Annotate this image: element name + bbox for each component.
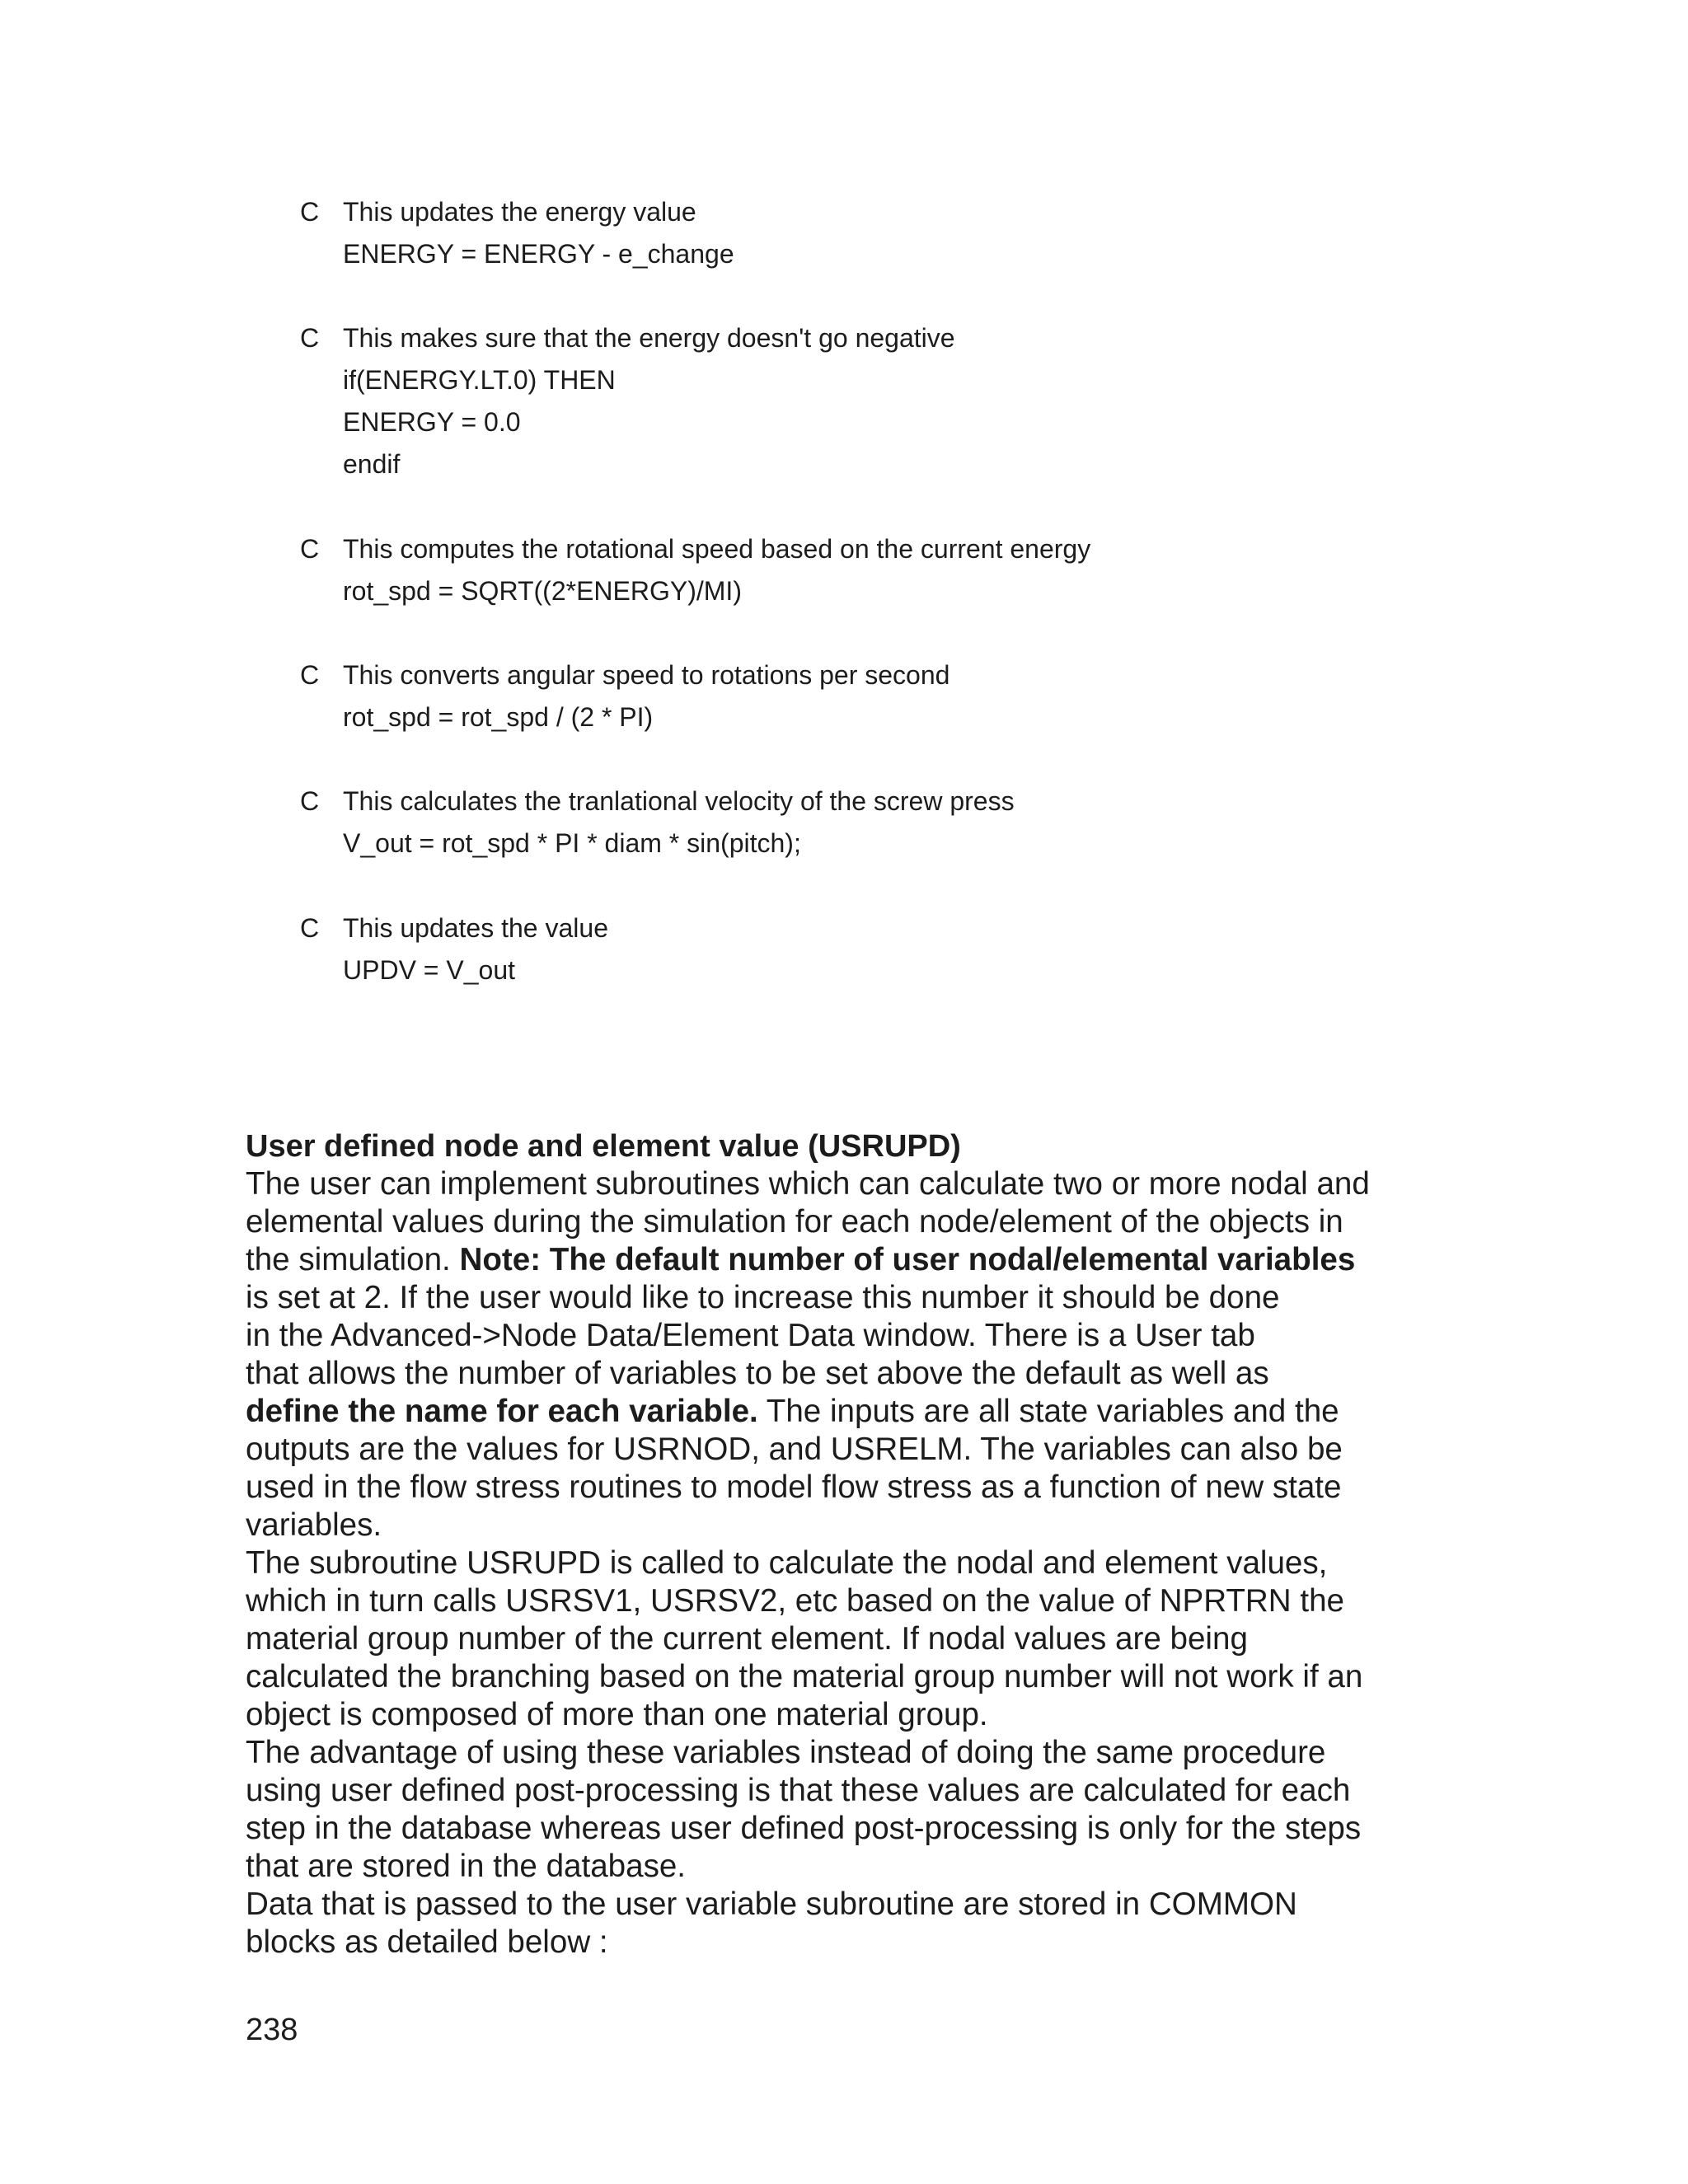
common-blocks-paragraph (246, 1886, 1449, 1961)
note-line: is set at 2. If the user would like to increase this number it should be done (246, 1280, 1280, 1315)
comment-marker: C (300, 534, 320, 564)
text-fragment: the simulation. (246, 1242, 460, 1277)
code-comment: This calculates the tranlational velocity of the screw press (343, 786, 1015, 816)
text-line: material group number of the current element. If nodal values are being (246, 1621, 1248, 1657)
comment-marker: C (300, 786, 320, 816)
text-line: which in turn calls USRSV1, USRSV2, etc based on the value of NPRTRN the (246, 1583, 1344, 1619)
code-line: V_out = rot_spd * PI * diam * sin(pitch); (343, 828, 801, 858)
note-text: Note: The default number of user nodal/elemental variables (459, 1242, 1356, 1277)
comment-marker: C (300, 197, 320, 227)
code-comment: This updates the energy value (343, 197, 696, 227)
note-line: in the Advanced->Node Data/Element Data window. There is a User tab (246, 1318, 1255, 1353)
code-line: ENERGY = 0.0 (343, 407, 521, 437)
code-line: ENERGY = ENERGY - e_change (343, 239, 734, 269)
note-line: that allows the number of variables to be set above the default as well as (246, 1356, 1269, 1391)
code-line: UPDV = V_out (343, 955, 515, 985)
text-line: The subroutine USRUPD is called to calculate the nodal and element values, (246, 1545, 1328, 1581)
section-heading: User defined node and element value (USRUPD) (246, 1129, 961, 1164)
text-line: outputs are the values for USRNOD, and USRELM. The variables can also be (246, 1432, 1343, 1467)
code-line: if(ENERGY.LT.0) THEN (343, 365, 616, 395)
text-line: Data that is passed to the user variable subroutine are stored in COMMON (246, 1886, 1297, 1922)
intro-paragraph (246, 1165, 1449, 1544)
text-line: elemental values during the simulation for each node/element of the objects in (246, 1204, 1343, 1240)
comment-marker: C (300, 323, 320, 353)
code-comment: This makes sure that the energy doesn't go negative (343, 323, 955, 353)
advantage-paragraph (246, 1734, 1449, 1886)
page-number: 238 (246, 2013, 298, 2047)
text-line: step in the database whereas user defined post-processing is only for the steps (246, 1811, 1362, 1846)
text-line: blocks as detailed below : (246, 1924, 608, 1960)
comment-marker: C (300, 660, 320, 690)
text-fragment: The inputs are all state variables and the (757, 1394, 1339, 1429)
usrupd-section (246, 1127, 1449, 1961)
text-line: The user can implement subroutines which can calculate two or more nodal and (246, 1166, 1370, 1202)
code-comment: This computes the rotational speed based on the current energy (343, 534, 1091, 564)
text-line (246, 1241, 1449, 1279)
code-line: rot_spd = SQRT((2*ENERGY)/MI) (343, 576, 742, 606)
code-comment: This updates the value (343, 913, 608, 943)
text-line: using user defined post-processing is that these values are calculated for each (246, 1773, 1351, 1808)
code-line: endif (343, 449, 401, 479)
text-line (246, 1393, 1449, 1431)
text-line: calculated the branching based on the material group number will not work if an (246, 1659, 1363, 1694)
text-line: variables. (246, 1507, 382, 1543)
code-comment: This converts angular speed to rotations per second (343, 660, 950, 690)
text-line: used in the flow stress routines to model flow stress as a function of new state (246, 1469, 1342, 1505)
usrupd-paragraph (246, 1544, 1449, 1734)
text-line: object is composed of more than one material group. (246, 1697, 988, 1732)
note-text: define the name for each variable. (246, 1394, 758, 1429)
text-line: that are stored in the database. (246, 1849, 687, 1884)
comment-marker: C (300, 913, 320, 943)
code-line: rot_spd = rot_spd / (2 * PI) (343, 702, 654, 732)
text-line: The advantage of using these variables instead of doing the same procedure (246, 1735, 1326, 1770)
